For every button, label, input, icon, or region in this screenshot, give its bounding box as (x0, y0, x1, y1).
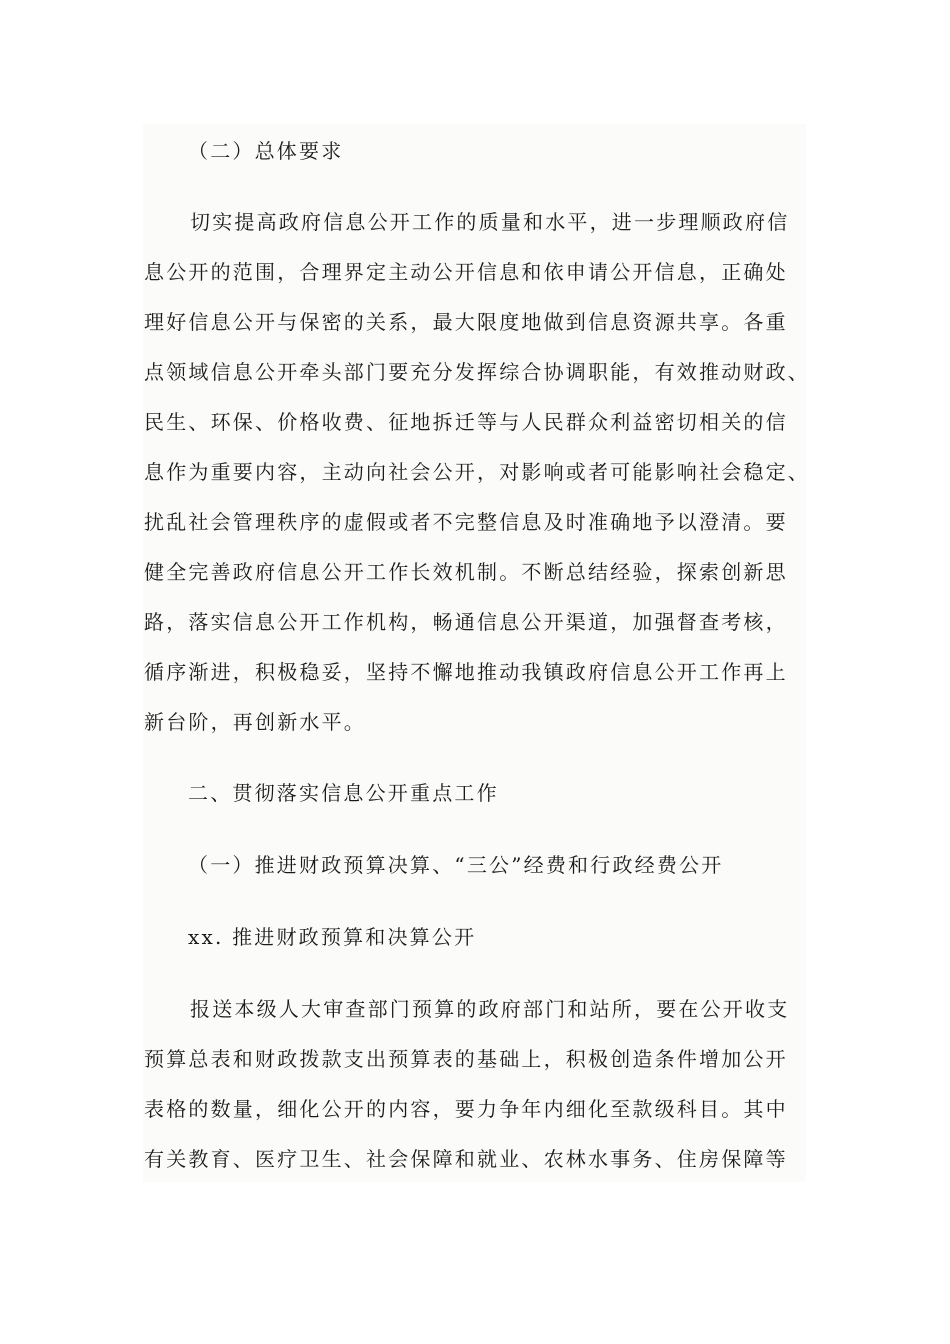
paragraph-line: 点领域信息公开牵头部门要充分发挥综合协调职能，有效推动财政、 (144, 360, 810, 384)
section-heading-overall-requirements: （二）总体要求 (188, 139, 344, 163)
paragraph-line: 健全完善政府信息公开工作长效机制。不断总结经验，探索创新思 (144, 560, 788, 584)
paragraph-line: 表格的数量，细化公开的内容，要力争年内细化至款级科目。其中 (144, 1097, 788, 1121)
paragraph-line: 循序渐进，积极稳妥，坚持不懈地推动我镇政府信息公开工作再上 (144, 660, 788, 684)
paragraph-line: 息公开的范围，合理界定主动公开信息和依申请公开信息，正确处 (144, 260, 788, 284)
paragraph-line: 路，落实信息公开工作机构，畅通信息公开渠道，加强督查考核， (144, 610, 788, 634)
paragraph-line: 有关教育、医疗卫生、社会保障和就业、农林水事务、住房保障等 (144, 1147, 788, 1171)
paragraph-line: 理好信息公开与保密的关系，最大限度地做到信息资源共享。各重 (144, 310, 788, 334)
paragraph-line: 民生、环保、价格收费、征地拆迁等与人民群众利益密切相关的信 (144, 410, 788, 434)
item-heading-xx: xx. 推进财政预算和决算公开 (188, 925, 477, 949)
paragraph-line: 扰乱社会管理秩序的虚假或者不完整信息及时准确地予以澄清。要 (144, 510, 788, 534)
paragraph-line: 新台阶，再创新水平。 (144, 710, 366, 734)
paragraph-line: 切实提高政府信息公开工作的质量和水平，进一步理顺政府信 (190, 210, 790, 234)
subsection-heading-one: （一）推进财政预算决算、“三公”经费和行政经费公开 (188, 853, 724, 877)
section-heading-two: 二、贯彻落实信息公开重点工作 (188, 781, 499, 805)
paragraph-line: 报送本级人大审查部门预算的政府部门和站所，要在公开收支 (190, 997, 790, 1021)
paragraph-line: 预算总表和财政拨款支出预算表的基础上，积极创造条件增加公开 (144, 1047, 788, 1071)
paragraph-line: 息作为重要内容，主动向社会公开，对影响或者可能影响社会稳定、 (144, 460, 810, 484)
